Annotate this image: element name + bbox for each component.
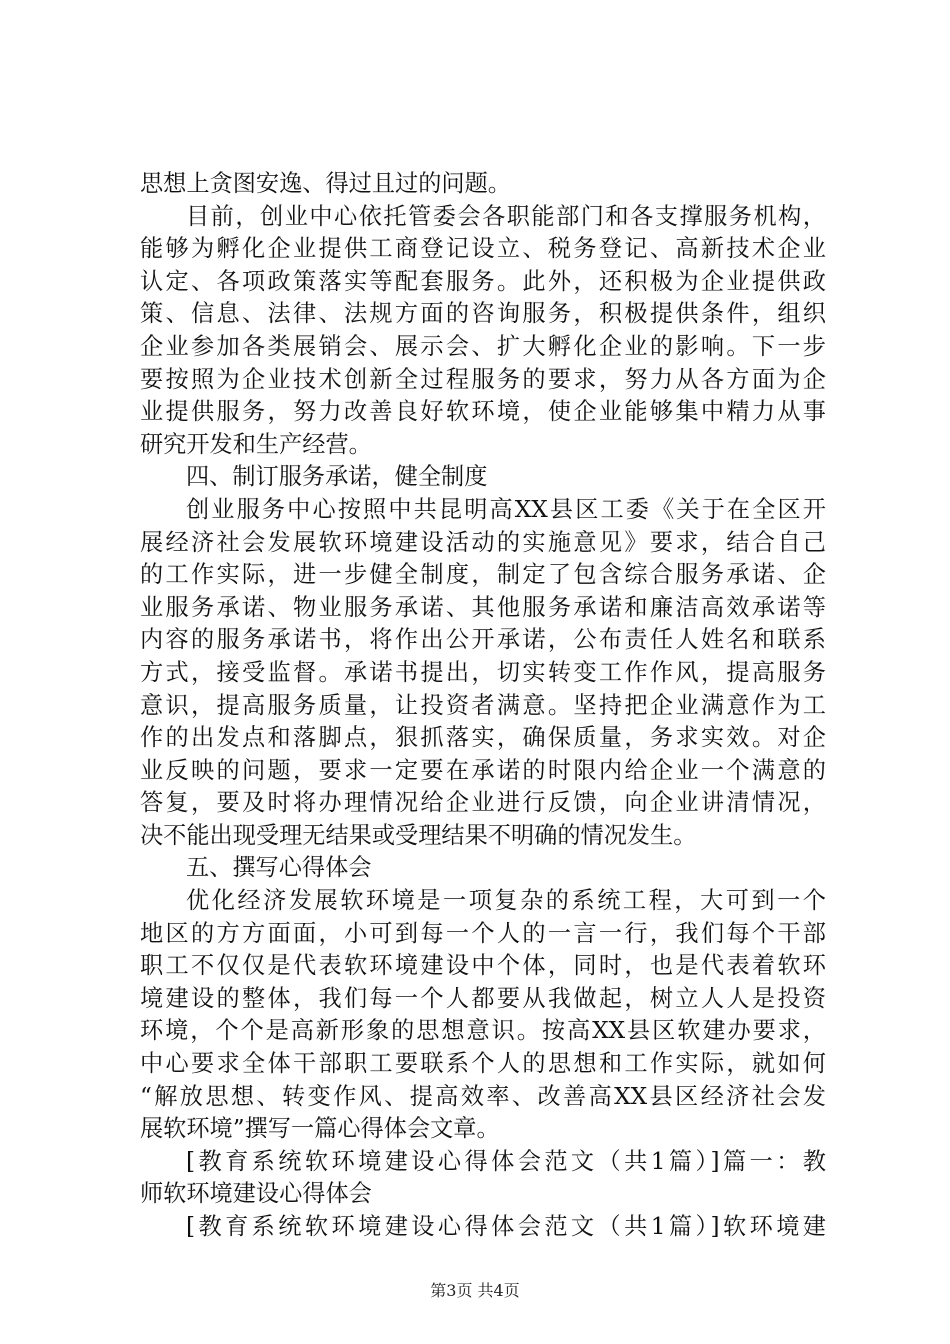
paragraph-line: 策、信息、法律、法规方面的咨询服务，积极提供条件，组织	[140, 300, 826, 328]
paragraph-line: 决不能出现受理无结果或受理结果不明确的情况发生。	[140, 821, 697, 849]
paragraph-line: 研究开发和生产经营。	[140, 430, 372, 458]
paragraph-line: 思想上贪图安逸、得过且过的问题。	[140, 170, 511, 197]
paragraph-line: 展软环境”撰写一篇心得体会文章。	[140, 1115, 500, 1143]
paragraph-line: “解放思想、转变作风、提高效率、改善高XX县区经济社会发	[140, 1082, 826, 1110]
page-footer	[0, 1281, 950, 1301]
paragraph-line: 能够为孵化企业提供工商登记设立、税务登记、高新技术企业	[140, 235, 826, 263]
paragraph-line: 意识，提高服务质量，让投资者满意。坚持把企业满意作为工	[140, 691, 826, 719]
paragraph-line: 答复，要及时将办理情况给企业进行反馈，向企业讲清情况，	[140, 789, 826, 817]
paragraph-line: 优化经济发展软环境是一项复杂的系统工程，大可到一个	[186, 887, 826, 915]
document-body	[140, 168, 826, 1244]
section-heading: 四、制订服务承诺，健全制度	[186, 463, 488, 491]
paragraph-line: 业服务承诺、物业服务承诺、其他服务承诺和廉洁高效承诺等	[140, 593, 826, 621]
paragraph-line: [教育系统软环境建设心得体会范文（共1篇）]篇一：教	[186, 1147, 826, 1175]
paragraph-line: 职工不仅仅是代表软环境建设中个体，同时，也是代表着软环	[140, 952, 826, 980]
paragraph-line: 环境，个个是高新形象的思想意识。按高XX县区软建办要求，	[140, 1017, 826, 1045]
paragraph-line: 地区的方方面面，小可到每一个人的一言一行，我们每个干部	[140, 919, 826, 947]
paragraph-line: 创业服务中心按照中共昆明高XX县区工委《关于在全区开	[186, 495, 826, 523]
page-number: 第3页 共4页	[430, 1281, 520, 1300]
paragraph-line: 内容的服务承诺书，将作出公开承诺，公布责任人姓名和联系	[140, 626, 826, 654]
paragraph-line: 展经济社会发展软环境建设活动的实施意见》要求，结合自己	[140, 528, 826, 556]
paragraph-line: 师软环境建设心得体会	[140, 1180, 372, 1208]
paragraph-line: 业提供服务，努力改善良好软环境，使企业能够集中精力从事	[140, 398, 826, 426]
paragraph-line: 中心要求全体干部职工要联系个人的思想和工作实际，就如何	[140, 1050, 826, 1078]
paragraph-line: 业反映的问题，要求一定要在承诺的时限内给企业一个满意的	[140, 756, 826, 784]
paragraph-line: 企业参加各类展销会、展示会、扩大孵化企业的影响。下一步	[140, 332, 826, 360]
paragraph-line: 目前，创业中心依托管委会各职能部门和各支撑服务机构，	[186, 202, 826, 230]
paragraph-line: 要按照为企业技术创新全过程服务的要求，努力从各方面为企	[140, 365, 826, 393]
paragraph-line: 的工作实际，进一步健全制度，制定了包含综合服务承诺、企	[140, 561, 826, 589]
paragraph-line: 作的出发点和落脚点，狠抓落实，确保质量，务求实效。对企	[140, 724, 826, 752]
paragraph-line: 认定、各项政策落实等配套服务。此外，还积极为企业提供政	[140, 267, 826, 295]
section-heading: 五、撰写心得体会	[186, 854, 372, 882]
paragraph-line: 方式，接受监督。承诺书提出，切实转变工作作风，提高服务	[140, 658, 826, 686]
paragraph-line: [教育系统软环境建设心得体会范文（共1篇）]软环境建	[186, 1213, 826, 1240]
paragraph-line: 境建设的整体，我们每一个人都要从我做起，树立人人是投资	[140, 984, 826, 1012]
